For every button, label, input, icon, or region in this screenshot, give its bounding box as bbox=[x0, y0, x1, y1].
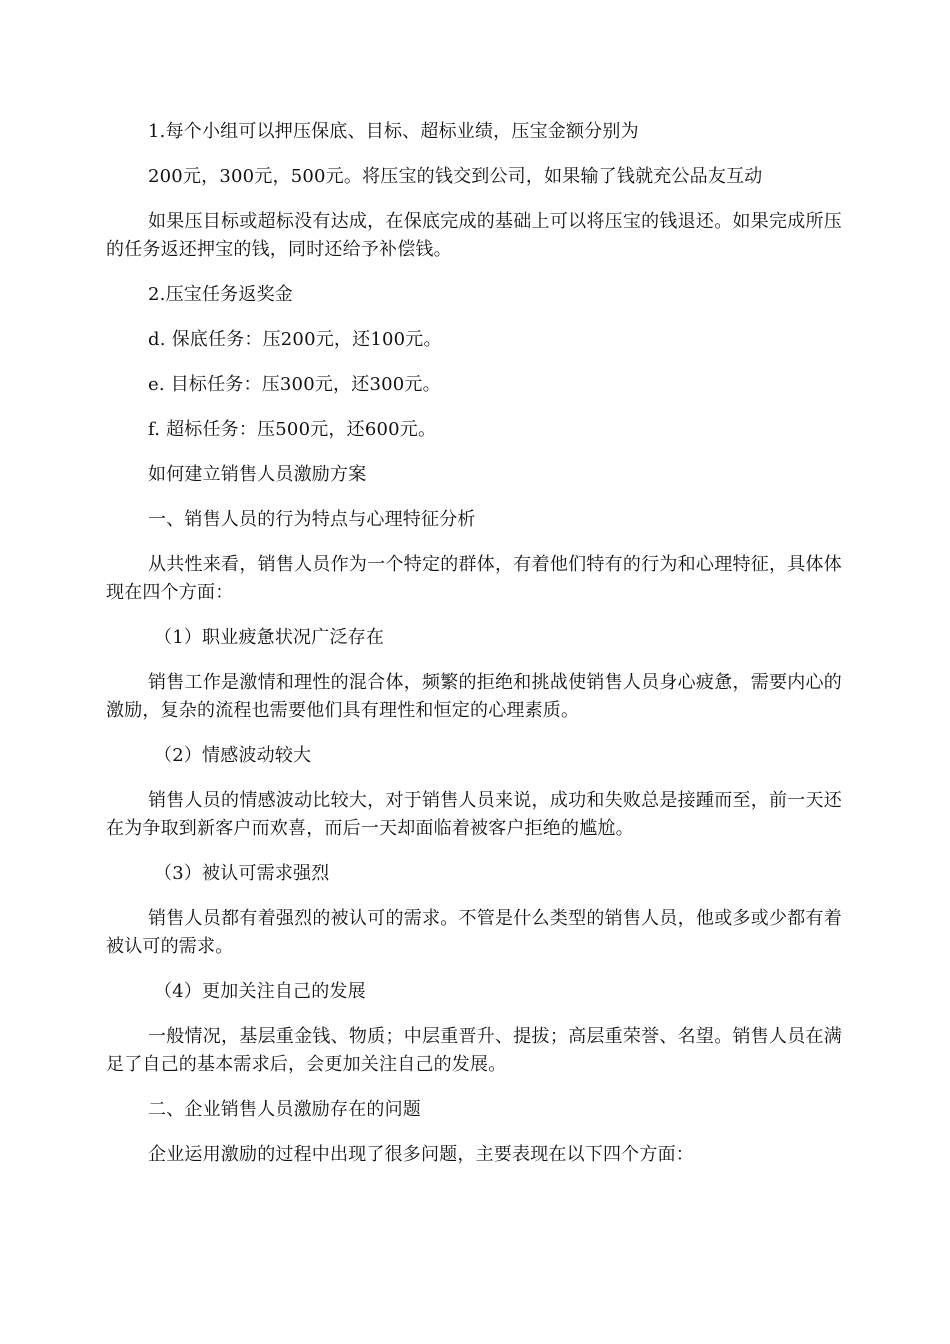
list-item-deposit-rules: 1.每个小组可以押压保底、目标、超标业绩，压宝金额分别为 bbox=[148, 121, 639, 142]
list-item-target-task: e. 目标任务：压300元，还300元。 bbox=[148, 374, 441, 395]
body-paragraph-fatigue: 销售工作是激情和理性的混合体，频繁的拒绝和挑战使销售人员身心疲惫，需要内心的激励，复杂的流程也需要他们具有理性和恒定的心理素质。 bbox=[106, 672, 842, 721]
section-heading-incentive-plan: 如何建立销售人员激励方案 bbox=[148, 464, 367, 485]
body-paragraph-development: 一般情况，基层重金钱、物质；中层重晋升、提拔；高层重荣誉、名望。销售人员在满足了自己的基本需求后，会更加关注自己的发展。 bbox=[106, 1026, 842, 1075]
body-paragraph-refund-rule: 如果压目标或超标没有达成，在保底完成的基础上可以将压宝的钱退还。如果完成所压的任务返还押宝的钱，同时还给予补偿钱。 bbox=[106, 211, 842, 260]
list-item-bonus-title: 2.压宝任务返奖金 bbox=[148, 284, 293, 305]
body-paragraph-emotion: 销售人员的情感波动比较大，对于销售人员来说，成功和失败总是接踵而至，前一天还在为争取到新客户而欢喜，而后一天却面临着被客户拒绝的尴尬。 bbox=[106, 790, 842, 839]
section-heading-problems: 二、企业销售人员激励存在的问题 bbox=[148, 1099, 421, 1120]
body-paragraph-recognition: 销售人员都有着强烈的被认可的需求。不管是什么类型的销售人员，他或多或少都有着被认可的需求。 bbox=[106, 908, 842, 957]
body-paragraph-deposit-amounts: 200元，300元，500元。将压宝的钱交到公司，如果输了钱就充公品友互动 bbox=[148, 166, 763, 187]
body-paragraph-common-traits: 从共性来看，销售人员作为一个特定的群体，有着他们特有的行为和心理特征，具体体现在四个方面： bbox=[106, 554, 842, 603]
subheading-recognition: （3）被认可需求强烈 bbox=[154, 863, 330, 884]
list-item-exceed-task: f. 超标任务：压500元，还600元。 bbox=[148, 419, 437, 440]
subheading-emotion: （2）情感波动较大 bbox=[154, 745, 312, 766]
subheading-development: （4）更加关注自己的发展 bbox=[154, 981, 366, 1002]
subheading-fatigue: （1）职业疲惫状况广泛存在 bbox=[154, 627, 385, 648]
section-heading-behavior-analysis: 一、销售人员的行为特点与心理特征分析 bbox=[148, 509, 476, 530]
body-paragraph-problems: 企业运用激励的过程中出现了很多问题，主要表现在以下四个方面： bbox=[148, 1144, 694, 1165]
document-page bbox=[106, 118, 842, 1186]
list-item-base-task: d. 保底任务：压200元，还100元。 bbox=[148, 329, 442, 350]
